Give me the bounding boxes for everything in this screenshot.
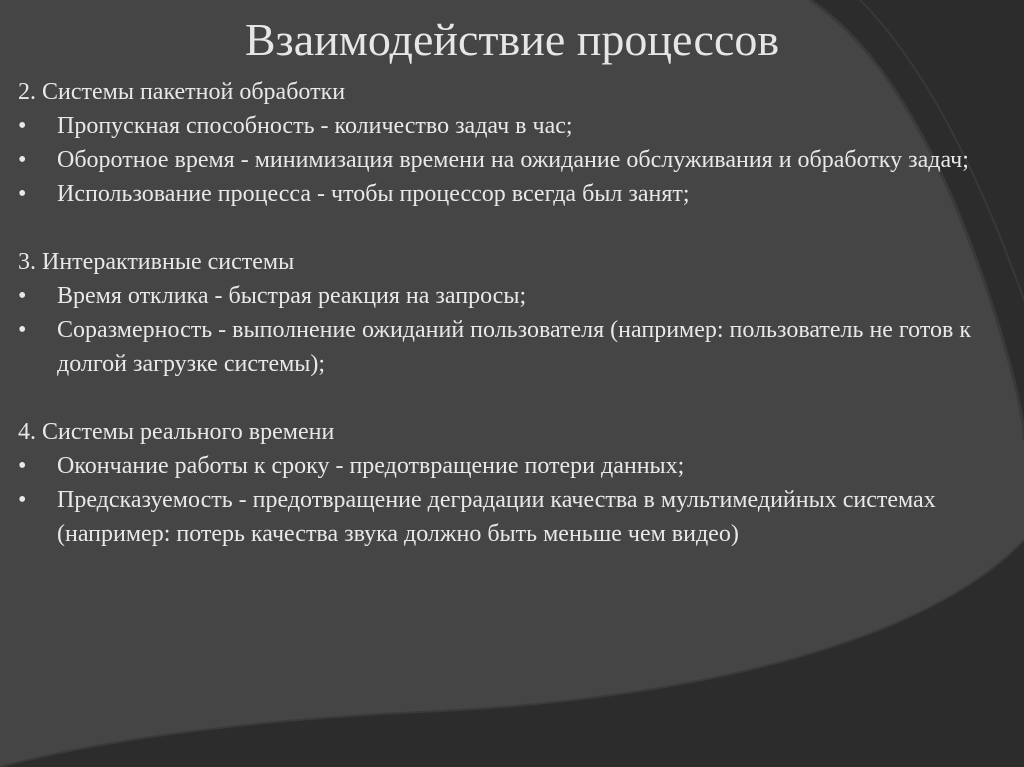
bullet-text: Предсказуемость - предотвращение деградации качества в мультимедийных системах (например: потерь качества звука должно быть меньше чем видео) xyxy=(57,487,936,547)
section-heading: 4. Системы реального времени xyxy=(18,419,335,445)
section-batch-systems xyxy=(18,75,1018,211)
bullet-dot-icon: • xyxy=(18,147,27,173)
bullet-dot-icon: • xyxy=(18,317,27,343)
bullet-item xyxy=(18,313,1018,381)
slide-title: Взаимодействие процессов xyxy=(244,14,780,65)
bullet-text: Использование процесса - чтобы процессор всегда был занят; xyxy=(57,181,690,207)
bullet-dot-icon: • xyxy=(18,181,27,207)
bullet-dot-icon: • xyxy=(18,453,27,479)
section-heading: 3. Интерактивные системы xyxy=(18,249,295,275)
bullet-item xyxy=(18,177,1018,211)
section-heading: 2. Системы пакетной обработки xyxy=(18,79,346,105)
slide-content xyxy=(18,75,1018,551)
bullet-dot-icon: • xyxy=(18,283,27,309)
bullet-item xyxy=(18,279,1018,313)
bullet-item xyxy=(18,449,1018,483)
bullet-item xyxy=(18,143,1018,177)
bullet-item xyxy=(18,109,1018,143)
bullet-text: Соразмерность - выполнение ожиданий пользователя (например: пользователь не готов к долгой загрузке системы); xyxy=(57,317,972,377)
bullet-text: Окончание работы к сроку - предотвращение потери данных; xyxy=(57,453,685,479)
bullet-text: Оборотное время - минимизация времени на ожидание обслуживания и обработку задач; xyxy=(57,147,969,173)
section-realtime-systems xyxy=(18,415,1018,551)
bullet-dot-icon: • xyxy=(18,487,27,513)
bullet-item xyxy=(18,483,1018,551)
bullet-text: Время отклика - быстрая реакция на запросы; xyxy=(57,283,527,309)
bullet-text: Пропускная способность - количество задач в час; xyxy=(57,113,573,139)
bullet-dot-icon: • xyxy=(18,113,27,139)
section-interactive-systems xyxy=(18,245,1018,381)
